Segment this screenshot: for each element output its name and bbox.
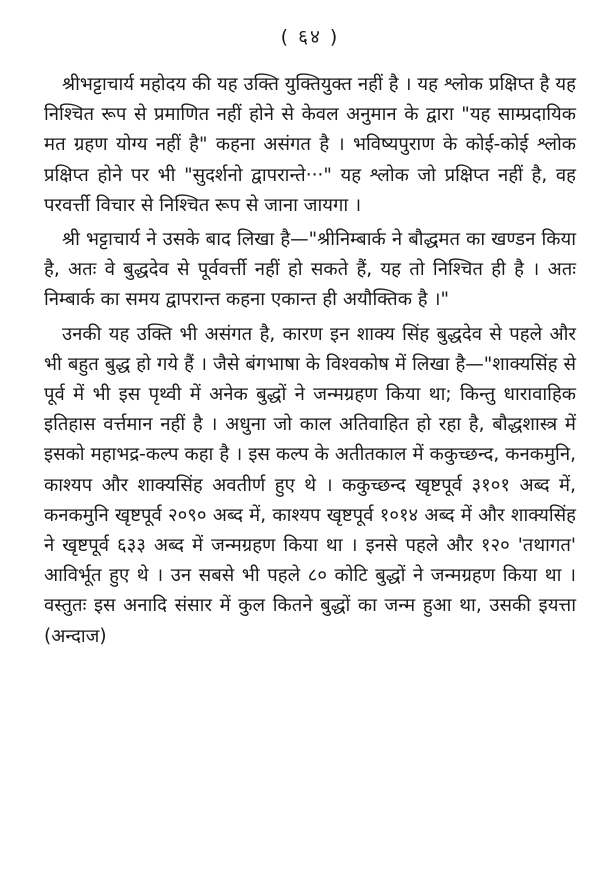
paragraph-1: श्रीभट्टाचार्य महोदय की यह उक्ति युक्तियुक्त नहीं है । यह श्लोक प्रक्षिप्त है यह निश्चित रूप से प्रमाणित नहीं होने से केवल अनुमान के द्वारा "यह साम्प्रदायिक मत ग्रहण योग्य नहीं है" कहना असंगत है । भविष्यपुराण के कोई-कोई श्लोक प्रक्षिप्त होने पर भी "सुदर्शनो द्वापरान्ते···" यह श्लोक जो प्रक्षिप्त नहीं है, वह परवर्त्ती विचार से निश्चित रूप से जाना जायगा ।	[44, 74, 576, 216]
paragraph-3: उनकी यह उक्ति भी असंगत है, कारण इन शाक्य सिंह बुद्धदेव से पहले और भी बहुत बुद्ध हो गये हैं । जैसे बंगभाषा के विश्वकोष में लिखा है—"शाक्यसिंह से पूर्व में भी इस पृथ्वी में अनेक बुद्धों ने जन्मग्रहण किया था; किन्तु धारावाहिक इतिहास वर्त्तमान नहीं है । अधुना जो काल अतिवाहित हो रहा है, बौद्धशास्त्र में इसको महाभद्र-कल्प कहा है । इस कल्प के अतीतकाल में ककुच्छन्द, कनकमुनि, काश्यप और शाक्यसिंह अवतीर्ण हुए थे । ककुच्छन्द खृष्टपूर्व ३१०१ अब्द में, कनकमुनि खृष्टपूर्व २०९० अब्द में, काश्यप खृष्टपूर्व १०१४ अब्द में और शाक्यसिंह ने खृष्टपूर्व ६३३ अब्द में जन्मग्रहण किया था । इनसे पहले और १२० 'तथागत' आविर्भूत हुए थे । उन सबसे भी पहले ८० कोटि बुद्धों ने जन्मग्रहण किया था । वस्तुतः इस अनादि संसार में कुल कितने बुद्धों का जन्म हुआ था, उसकी इयत्ता (अन्दाज)	[44, 323, 576, 647]
paragraph-2: श्री भट्टाचार्य ने उसके बाद लिखा है—"श्रीनिम्बार्क ने बौद्धमत का खण्डन किया है, अतः वे बुद्धदेव से पूर्ववर्त्ती नहीं हो सकते हैं, यह तो निश्चित ही है । अतः निम्बार्क का समय द्वापरान्त कहना एकान्त ही अयौक्तिक है ।"	[44, 229, 576, 311]
page-number: ( ६४ )	[280, 26, 340, 48]
